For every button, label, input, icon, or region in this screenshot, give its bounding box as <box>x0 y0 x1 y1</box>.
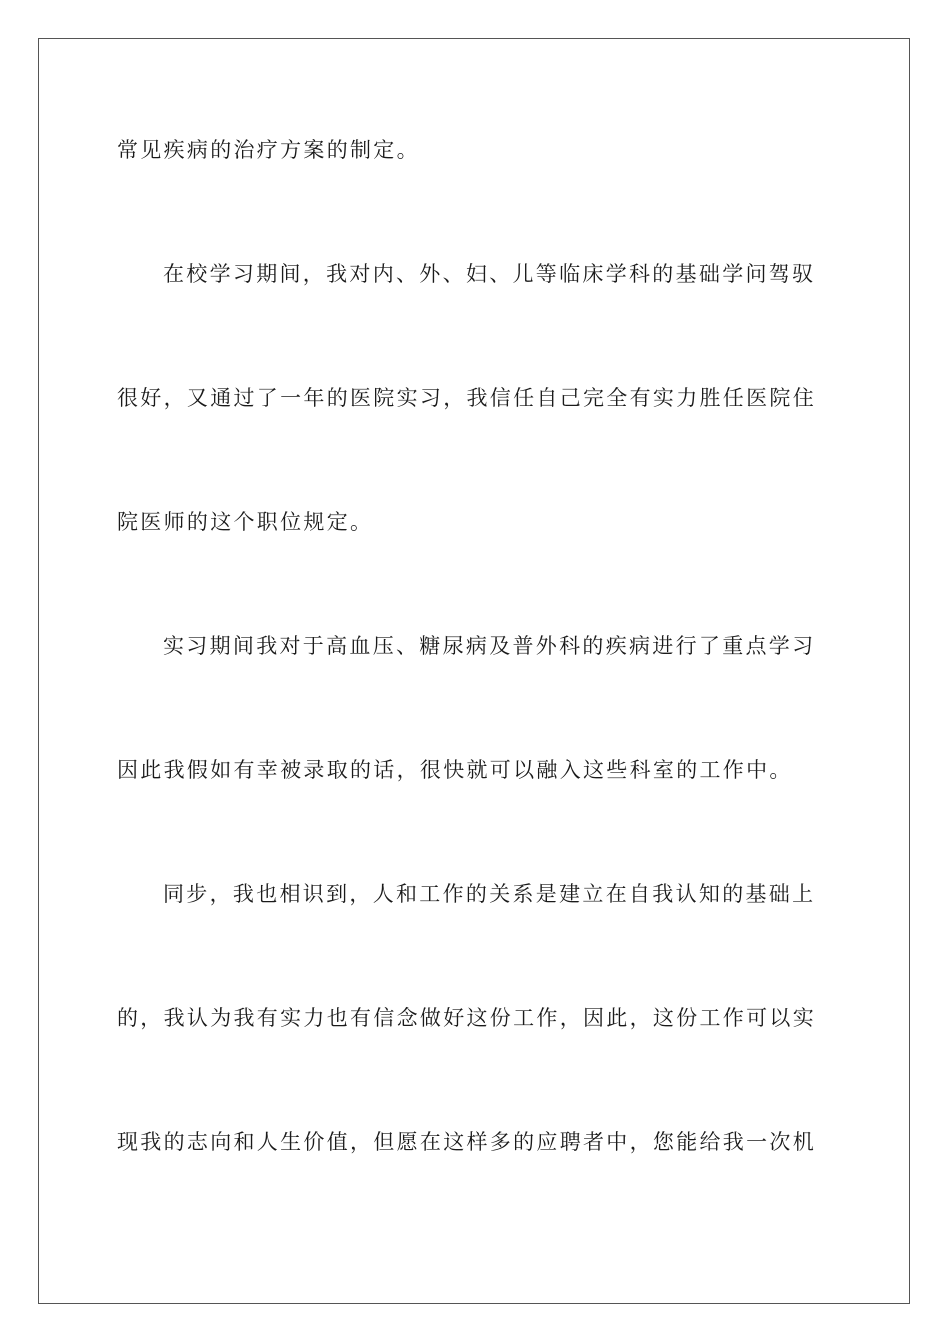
text-line-8: 的，我认为我有实力也有信念做好这份工作，因此，这份工作可以实 <box>117 1006 816 1030</box>
text-line-1: 常见疾病的治疗方案的制定。 <box>117 138 420 162</box>
paragraph-start-line-2: 在校学习期间，我对内、外、妇、儿等临床学科的基础学问驾驭 <box>163 262 816 286</box>
text-line-6: 因此我假如有幸被录取的话，很快就可以融入这些科室的工作中。 <box>117 758 793 782</box>
paragraph-start-line-7: 同步，我也相识到，人和工作的关系是建立在自我认知的基础上 <box>163 882 816 906</box>
text-line-4: 院医师的这个职位规定。 <box>117 510 374 534</box>
text-line-9: 现我的志向和人生价值，但愿在这样多的应聘者中，您能给我一次机 <box>117 1130 816 1154</box>
text-line-3: 很好，又通过了一年的医院实习，我信任自己完全有实力胜任医院住 <box>117 386 816 410</box>
paragraph-start-line-5: 实习期间我对于高血压、糖尿病及普外科的疾病进行了重点学习 <box>163 634 816 658</box>
page-border <box>38 38 910 1304</box>
